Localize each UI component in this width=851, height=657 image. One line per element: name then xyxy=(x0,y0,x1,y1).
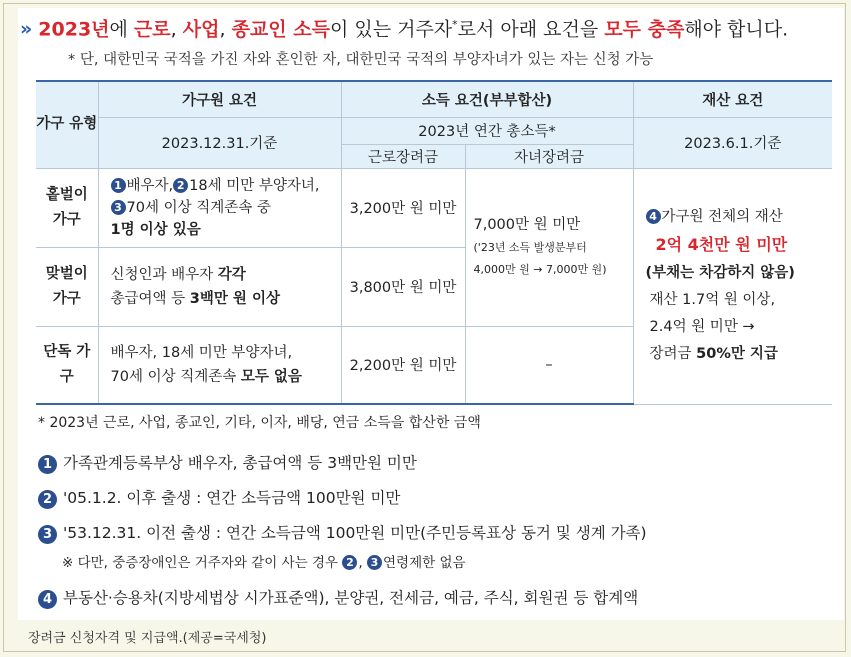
header-household-type: 가구 유형 xyxy=(36,81,98,168)
header-member: 가구원 요건 xyxy=(98,81,341,117)
income-sub-work: 근로장려금 xyxy=(341,144,465,168)
asset-basis: 2023.6.1.기준 xyxy=(633,117,832,168)
asset-cell: 4 가구원 전체의 재산 2억 4천만 원 미만 (부채는 차감하지 않음) 재산 1.7억 원 이상, 2.4억 원 미만 → 장려금 50%만 지급 xyxy=(633,168,832,404)
table-row xyxy=(36,168,832,247)
work-income-dual: 3,800만 원 미만 xyxy=(341,247,465,326)
household-type-dual: 맞벌이 가구 xyxy=(36,247,98,326)
child-income-sole: – xyxy=(465,326,633,404)
circled-number-1-icon: 1 xyxy=(111,178,126,193)
circled-number-4-icon: 4 xyxy=(38,590,57,609)
circled-number-2-icon: 2 xyxy=(38,490,57,509)
member-cell-dual: 신청인과 배우자 각각 총급여액 등 3백만 원 이상 xyxy=(98,247,341,326)
income-sub-child: 자녀장려금 xyxy=(465,144,633,168)
circled-number-3-icon: 3 xyxy=(38,525,57,544)
header-asset: 재산 요건 xyxy=(633,81,832,117)
member-cell-single: 1 배우자, 2 18세 미만 부양자녀, 3 70세 이상 직계존속 중 1명 이상 있음 xyxy=(98,168,341,247)
circled-number-4-icon: 4 xyxy=(646,209,661,224)
household-type-single: 홑벌이 가구 xyxy=(36,168,98,247)
child-income-cell: 7,000만 원 미만 ('23년 소득 발생분부터 4,000만 원 → 7,000만 원) xyxy=(465,168,633,326)
member-cell-sole: 배우자, 18세 미만 부양자녀, 70세 이상 직계존속 모두 없음 xyxy=(98,326,341,404)
circled-number-1-icon: 1 xyxy=(38,455,57,474)
member-basis: 2023.12.31.기준 xyxy=(98,117,341,168)
circled-number-3-icon: 3 xyxy=(367,555,382,570)
subline-exception: * 단, 대한민국 국적을 가진 자와 혼인한 자, 대한민국 국적의 부양자녀가 있는 자는 신청 가능 xyxy=(68,52,654,68)
circled-number-2-icon: 2 xyxy=(342,555,357,570)
note-star: * 2023년 근로, 사업, 종교인, 기타, 이자, 배당, 연금 소득을 합산한 금액 xyxy=(38,415,481,431)
double-chevron-icon: » xyxy=(20,18,33,41)
note-3: 3 '53.12.31. 이전 출생 : 연간 소득금액 100만원 미만(주민등록표상 동거 및 생계 가족) xyxy=(38,521,647,544)
circled-number-2-icon: 2 xyxy=(173,178,188,193)
note-2: 2 '05.1.2. 이후 출생 : 연간 소득금액 100만원 미만 xyxy=(38,486,400,509)
household-type-sole: 단독 가구 xyxy=(36,326,98,404)
note-1: 1 가족관계등록부상 배우자, 총급여액 등 3백만원 미만 xyxy=(38,451,417,474)
income-basis: 2023년 연간 총소득* xyxy=(341,117,633,144)
headline: » 2023년에 근로, 사업, 종교인 소득이 있는 거주자*로서 아래 요건을 모두 충족해야 합니다. xyxy=(20,18,789,41)
work-income-single: 3,200만 원 미만 xyxy=(341,168,465,247)
note-3-sub: ※ 다만, 중증장애인은 거주자와 같이 사는 경우 2 , 3 연령제한 없음 xyxy=(62,555,466,571)
header-income: 소득 요건(부부합산) xyxy=(341,81,633,117)
note-4: 4 부동산·승용차(지방세법상 시가표준액), 분양권, 전세금, 예금, 주식, 회원권 등 합계액 xyxy=(38,586,638,609)
circled-number-3-icon: 3 xyxy=(111,200,126,215)
work-income-sole: 2,200만 원 미만 xyxy=(341,326,465,404)
eligibility-table xyxy=(36,80,832,405)
image-caption: 장려금 신청자격 및 지급액.(제공=국세청) xyxy=(28,631,267,646)
